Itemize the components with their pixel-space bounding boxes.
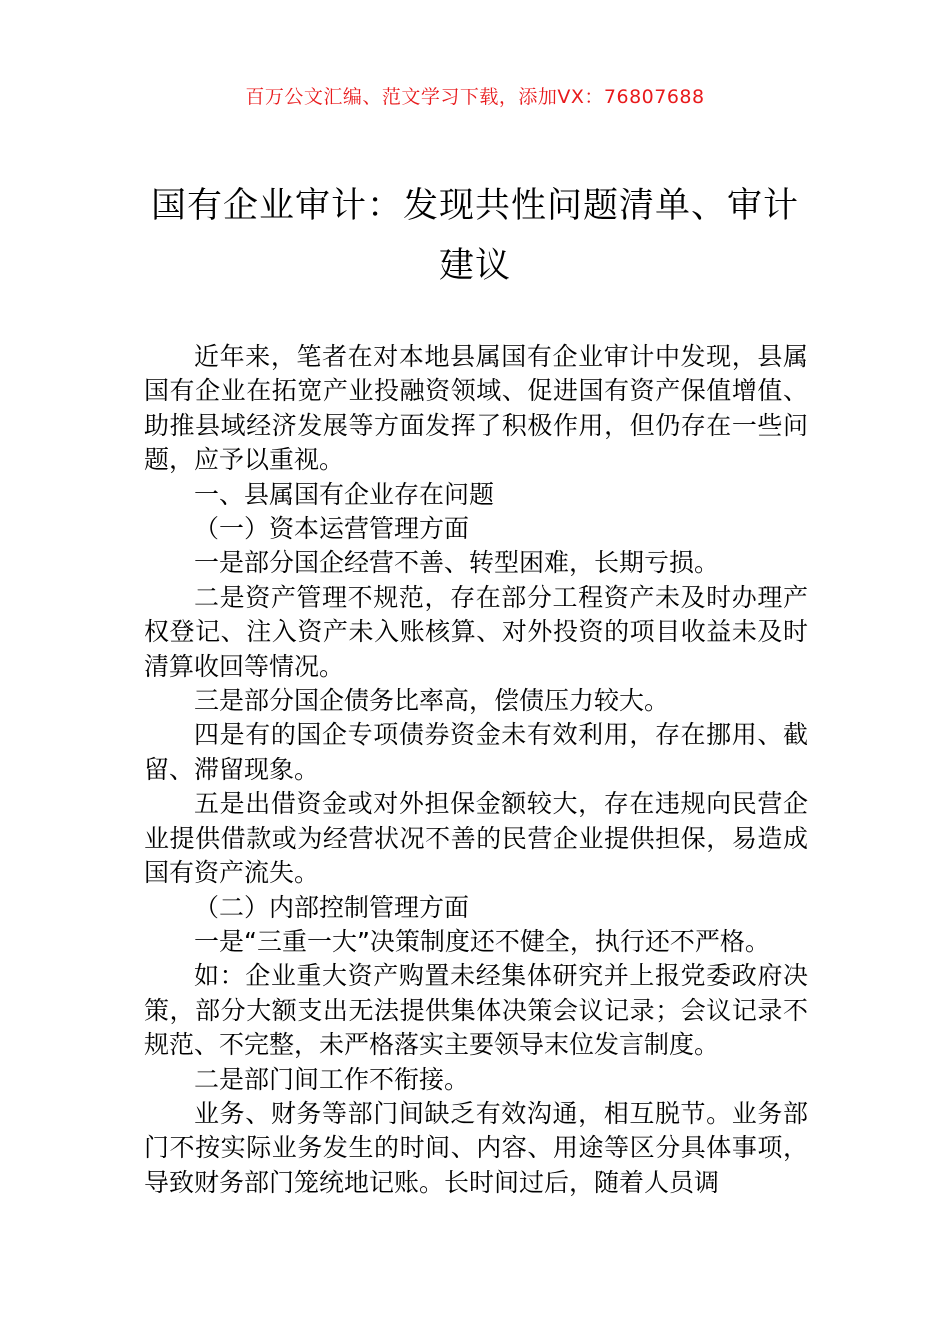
header-note: 百万公文汇编、范文学习下载，添加VX：76807688: [245, 86, 705, 108]
heading-subsection-2: （二）内部控制管理方面: [194, 892, 470, 922]
paragraph-item: 二是部门间工作不衔接。: [194, 1064, 470, 1094]
paragraph-item: 五是出借资金或对外担保金额较大，存在违规向民营企业提供借款或为经营状况不善的民营企业提供担保，易造成国有资产流失。: [144, 789, 808, 888]
document-body: [144, 340, 808, 1200]
paragraph-item: 如：企业重大资产购置未经集体研究并上报党委政府决策，部分大额支出无法提供集体决策会议记录；会议记录不规范、不完整，未严格落实主要领导末位发言制度。: [144, 961, 808, 1060]
paragraph-item: 一是部分国企经营不善、转型困难，长期亏损。: [194, 548, 720, 578]
document-title: [120, 176, 830, 296]
paragraph-intro: 近年来，笔者在对本地县属国有企业审计中发现，县属国有企业在拓宽产业投融资领域、促进国有资产保值增值、助推县域经济发展等方面发挥了积极作用，但仍存在一些问题，应予以重视。: [144, 342, 808, 475]
paragraph-item: 业务、财务等部门间缺乏有效沟通，相互脱节。业务部门不按实际业务发生的时间、内容、用途等区分具体事项，导致财务部门笼统地记账。长时间过后，随着人员调: [144, 1098, 808, 1197]
paragraph-item: 四是有的国企专项债券资金未有效利用，存在挪用、截留、滞留现象。: [144, 720, 808, 784]
title-line-2: 建议: [438, 246, 511, 286]
heading-subsection-1: （一）资本运营管理方面: [194, 514, 470, 544]
title-line-1: 国有企业审计：发现共性问题清单、审计: [150, 186, 799, 226]
heading-section-1: 一、县属国有企业存在问题: [194, 479, 495, 509]
paragraph-item: 三是部分国企债务比率高，偿债压力较大。: [194, 686, 670, 716]
paragraph-item: 一是“三重一大”决策制度还不健全，执行还不严格。: [194, 926, 770, 956]
paragraph-item: 二是资产管理不规范，存在部分工程资产未及时办理产权登记、注入资产未入账核算、对外投资的项目收益未及时清算收回等情况。: [144, 582, 808, 681]
